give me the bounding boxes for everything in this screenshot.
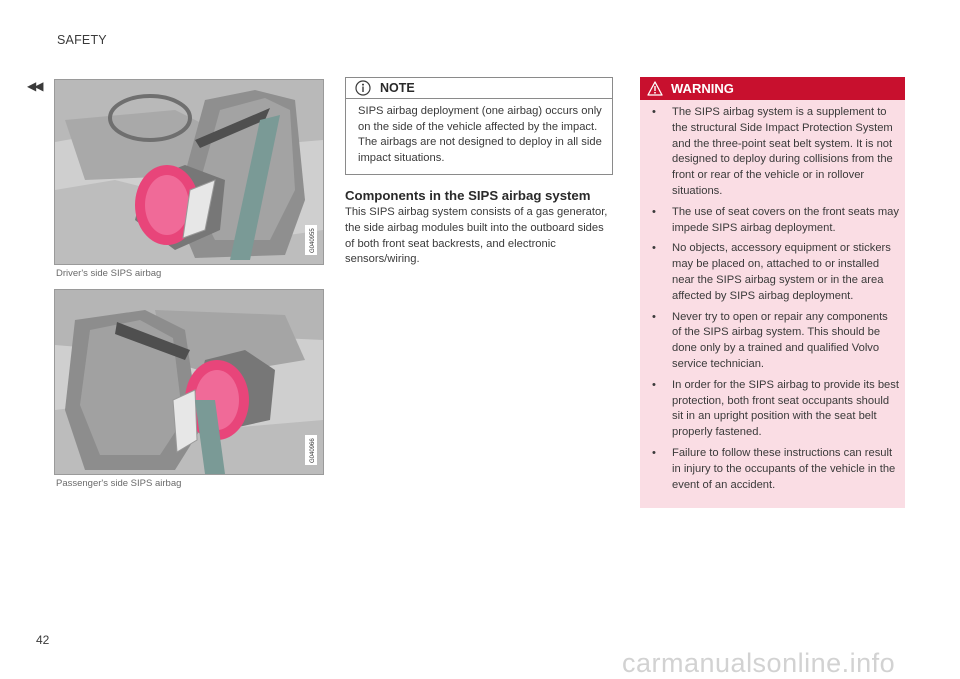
warning-triangle-icon <box>647 81 663 96</box>
bullet-icon: • <box>652 378 656 391</box>
warning-item <box>650 378 899 441</box>
passenger-seat-illustration <box>55 290 323 474</box>
bullet-icon: • <box>652 205 656 218</box>
note-title: NOTE <box>380 81 415 95</box>
bullet-icon: • <box>652 310 656 323</box>
warning-item <box>650 241 899 304</box>
warning-item-text: The SIPS airbag system is a supplement to the structural Side Impact Protection System and the three-point seat belt system. It is not designed to deploy during collisions from the front or rear of the vehicle or in rollover situations. <box>672 106 893 197</box>
warning-item-text: The use of seat covers on the front seats may impede SIPS airbag deployment. <box>672 205 899 234</box>
warning-item <box>650 310 899 373</box>
driver-seat-illustration <box>55 80 323 264</box>
note-text: SIPS airbag deployment (one airbag) occurs only on the side of the vehicle affected by the impact. The airbags are not designed to deploy in all side impact situations. <box>358 105 602 164</box>
note-box <box>345 77 613 175</box>
double-chevron-left-icon[interactable]: ◀◀ <box>27 79 42 93</box>
warning-header <box>640 77 905 100</box>
warning-box <box>640 77 905 508</box>
components-body: This SIPS airbag system consists of a gas generator, the side airbag modules built into the outboard sides of both front seat backrests, and electronic sensors/wiring. <box>345 206 608 266</box>
warning-title: WARNING <box>671 81 734 96</box>
page-number: 42 <box>36 633 50 647</box>
warning-item <box>650 205 899 237</box>
watermark: carmanualsonline.info <box>622 648 896 678</box>
warning-item-text: Never try to open or repair any components of the SIPS airbag system. This should be done only by a trained and qualified Volvo service technician. <box>672 310 888 370</box>
components-heading: Components in the SIPS airbag system <box>345 188 591 203</box>
bullet-icon: • <box>652 446 656 459</box>
figure-code: G040955 <box>310 228 316 253</box>
bullet-icon: • <box>652 106 656 118</box>
note-header <box>346 78 612 99</box>
warning-list <box>640 100 905 493</box>
warning-item-text: No objects, accessory equipment or stickers may be placed on, attached to or installed near the SIPS airbag system or in the area affected by SIPS airbag deployment. <box>672 242 891 302</box>
warning-item <box>650 446 899 493</box>
figure-code: G040966 <box>310 438 316 463</box>
passenger-airbag-caption: Passenger's side SIPS airbag <box>56 478 182 489</box>
warning-item <box>650 105 899 200</box>
driver-side-airbag-figure <box>54 79 324 265</box>
warning-item-text: Failure to follow these instructions can result in injury to the occupants of the vehicle in the event of an accident. <box>672 446 896 491</box>
bullet-icon: • <box>652 242 656 255</box>
passenger-side-airbag-figure <box>54 289 324 475</box>
section-header: SAFETY <box>57 33 107 47</box>
driver-airbag-caption: Driver's side SIPS airbag <box>56 268 162 279</box>
info-circle-icon <box>355 80 371 96</box>
warning-item-text: In order for the SIPS airbag to provide its best protection, both front seat occupants should sit in an upright position with the seat belt properly fastened. <box>672 378 899 439</box>
